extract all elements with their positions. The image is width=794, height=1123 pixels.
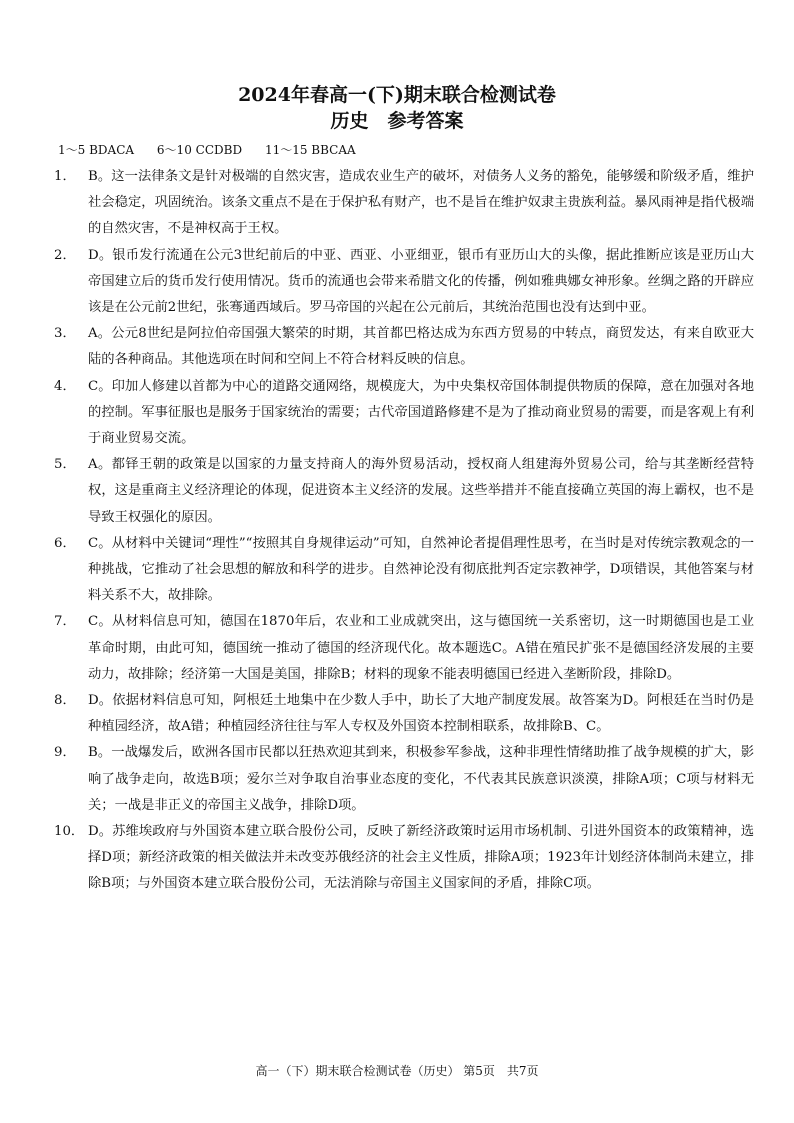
- explanation-list: [54, 164, 754, 898]
- list-item: [54, 740, 754, 819]
- item-number: 6．: [54, 535, 76, 551]
- list-item: [54, 164, 754, 243]
- list-item: [54, 609, 754, 688]
- list-item: [54, 243, 754, 322]
- list-item: [54, 688, 754, 740]
- item-text: D。苏维埃政府与外国资本建立联合股份公司，反映了新经济政策时运用市场机制、引进外国资本的政策精神，选择D项；新经济政策的相关做法并未改变苏俄经济的社会主义性质，排除A项；1923年计划经济体制尚未建立，排除B项；与外国资本建立联合股份公司，无法消除与帝国主义国家间的矛盾，排除C项。: [88, 824, 754, 892]
- item-text: C。印加人修建以首都为中心的道路交通网络，规模庞大，为中央集权帝国体制提供物质的保障，意在加强对各地的控制。军事征服也是服务于国家统治的需要；古代帝国道路修建不是为了推动商业贸易的需要，而是客观上有利于商业贸易交流。: [88, 378, 754, 447]
- item-number: 2．: [54, 247, 76, 263]
- item-number: 1．: [54, 169, 76, 184]
- answer-key: 1～5 BDACA 6～10 CCDBD 11～15 BBCAA: [58, 143, 356, 157]
- item-number: 7．: [54, 614, 76, 630]
- list-item: [54, 452, 754, 531]
- list-item: [54, 531, 754, 610]
- list-item: [54, 819, 754, 898]
- item-number: 9．: [54, 745, 76, 761]
- item-number: 5．: [54, 457, 76, 473]
- item-text: A。公元8世纪是阿拉伯帝国强大繁荣的时期，其首都巴格达成为东西方贸易的中转点，商贸发达，有来自欧亚大陆的各种商品。其他选项在时间和空间上不符合材料反映的信息。: [88, 326, 754, 368]
- page-footer: 高一（下）期末联合检测试卷（历史） 第5页 共7页: [255, 1064, 539, 1078]
- item-number: 10．: [54, 824, 85, 840]
- list-item: [54, 374, 754, 453]
- item-text: B。这一法律条文是针对极端的自然灾害，造成农业生产的破坏，对债务人义务的豁免，能够缓和阶级矛盾，维护社会稳定，巩固统治。该条文重点不是在于保护私有财产，也不是旨在维护奴隶主贵族利益。暴风雨神是指代极端的自然灾害，不是神权高于王权。: [88, 169, 754, 237]
- page-subtitle: 历史 参考答案: [330, 110, 464, 132]
- item-text: C。从材料信息可知，德国在1870年后，农业和工业成就突出，这与德国统一关系密切，这一时期德国也是工业革命时期，由此可知，德国统一推动了德国的经济现代化。故本题选C。A错在殖民扩张不是德国经济发展的主要动力，故排除；经济第一大国是美国，排除B；材料的现象不能表明德国已经进入垄断阶段，排除D。: [88, 614, 754, 682]
- item-number: 8．: [54, 693, 76, 709]
- item-text: D。银币发行流通在公元3世纪前后的中亚、西亚、小亚细亚，银币有亚历山大的头像，据此推断应该是亚历山大帝国建立后的货币发行使用情况。货币的流通也会带来希腊文化的传播，例如雅典娜女神形象。丝绸之路的开辟应该是在公元前2世纪，张骞通西域后。罗马帝国的兴起在公元前后，其统治范围也没有达到中亚。: [88, 247, 754, 316]
- page-title: 2024年春高一(下)期末联合检测试卷: [238, 84, 556, 106]
- item-text: A。都铎王朝的政策是以国家的力量支持商人的海外贸易活动，授权商人组建海外贸易公司，给与其垄断经营特权，这是重商主义经济理论的体现，促进资本主义经济的发展。这些举措并不能直接确立英国的海上霸权，也不是导致王权强化的原因。: [88, 457, 754, 525]
- item-number: 4．: [54, 378, 76, 394]
- item-text: B。一战爆发后，欧洲各国市民都以狂热欢迎其到来，积极参军参战，这种非理性情绪助推了战争规模的扩大，影响了战争走向，故选B项；爱尔兰对争取自治事业态度的变化，不代表其民族意识淡漠，排除A项；C项与材料无关；一战是非正义的帝国主义战争，排除D项。: [88, 745, 754, 813]
- item-text: C。从材料中关键词“理性”“按照其自身规律运动”可知，自然神论者提倡理性思考，在当时是对传统宗教观念的一种挑战，它推动了社会思想的解放和科学的进步。自然神论没有彻底批判否定宗教神学，D项错误，其他答案与材料关系不大，故排除。: [88, 535, 754, 604]
- item-text: D。依据材料信息可知，阿根廷土地集中在少数人手中，助长了大地产制度发展。故答案为D。阿根廷在当时仍是种植园经济，故A错；种植园经济往往与军人专权及外国资本控制相联系，故排除B、C。: [88, 693, 754, 735]
- item-number: 3．: [54, 326, 76, 342]
- list-item: [54, 321, 754, 373]
